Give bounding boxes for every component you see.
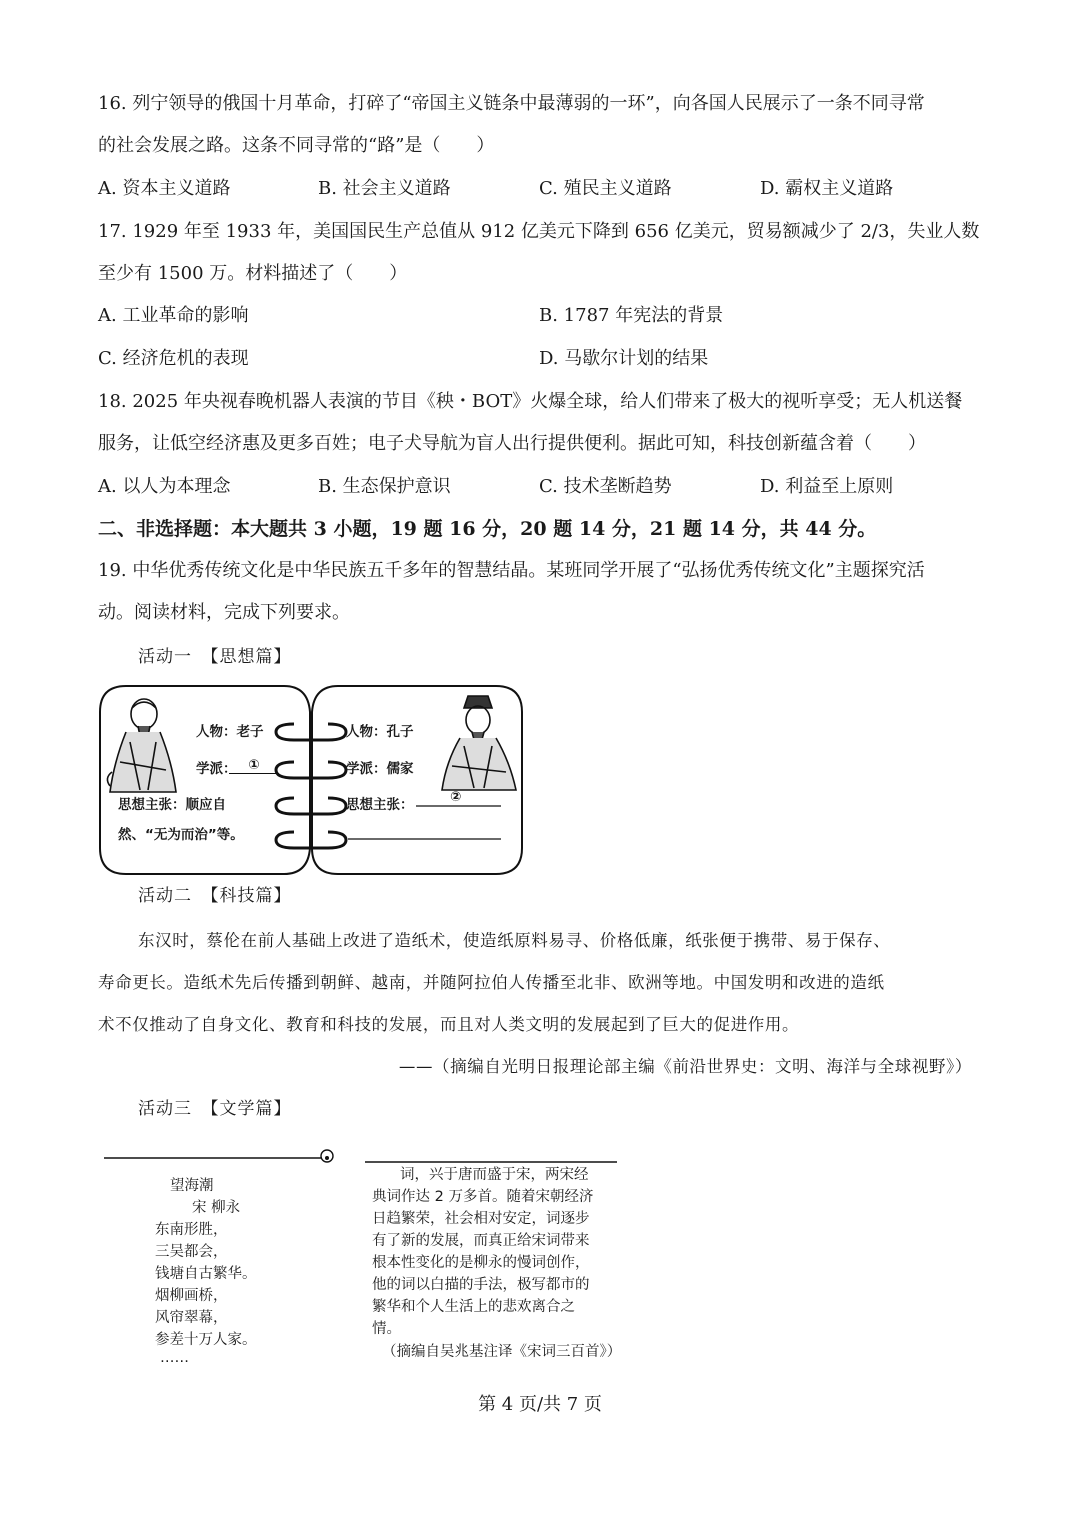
q16-option-b[interactable]: B. 社会主义道路	[318, 178, 451, 199]
confucius-person: 人物：孔子	[346, 724, 414, 740]
q17-stem-line1: 17. 1929 年至 1933 年，美国国民生产总值从 912 亿美元下降到 656 亿美元，贸易额减少了 2/3，失业人数	[98, 221, 980, 242]
note-line: 有了新的发展，而真正给宋词带来	[372, 1233, 590, 1249]
poem-line: 三吴都会，	[155, 1244, 228, 1260]
activity3-label: 活动三 【文学篇】	[138, 1099, 292, 1119]
section-heading: 二、非选择题：本大题共 3 小题，19 题 16 分，20 题 14 分，21 题 14 分，共 44 分。	[98, 518, 877, 540]
q19-stem-line1: 19. 中华优秀传统文化是中华民族五千多年的智慧结晶。某班同学开展了“弘扬优秀传统文化”主题探究活	[98, 560, 925, 581]
q16-stem-line2: 的社会发展之路。这条不同寻常的“路”是（ ）	[98, 135, 495, 156]
q16-option-c[interactable]: C. 殖民主义道路	[539, 178, 672, 199]
activity2-paragraph-line1: 东汉时，蔡伦在前人基础上改进了造纸术，使造纸原料易寻、价格低廉，纸张便于携带、易于保存、	[138, 931, 891, 950]
poem-ellipsis: ……	[160, 1350, 189, 1366]
poem-line: 钱塘自古繁华。	[155, 1266, 257, 1282]
q18-stem-line1: 18. 2025 年央视春晚机器人表演的节目《秧・BOT》火爆全球，给人们带来了极大的视听享受；无人机送餐	[98, 391, 963, 412]
blank-2[interactable]: ②	[450, 789, 462, 805]
activity1-label: 活动一 【思想篇】	[138, 647, 292, 667]
confucius-school: 学派：儒家	[346, 761, 414, 777]
activity2-paragraph-line2: 寿命更长。造纸术先后传播到朝鲜、越南，并随阿拉伯人传播至北非、欧洲等地。中国发明和改进的造纸	[98, 973, 885, 992]
activity2-label: 活动二 【科技篇】	[138, 886, 292, 906]
confucius-thought-label: 思想主张：	[346, 797, 414, 813]
note-source: （摘编自吴兆基注译《宋词三百首》）	[382, 1344, 622, 1360]
note-line: 词，兴于唐而盛于宋，两宋经	[400, 1167, 589, 1183]
blank-1[interactable]: ①	[229, 757, 279, 774]
activity2-paragraph-line3: 术不仅推动了自身文化、教育和科技的发展，而且对人类文明的发展起到了巨大的促进作用。	[98, 1015, 800, 1034]
activity2-source: ——（摘编自光明日报理论部主编《前沿世界史：文明、海洋与全球视野》）	[398, 1057, 972, 1076]
q17-option-c[interactable]: C. 经济危机的表现	[98, 348, 249, 369]
note-line: 典词作达 2 万多首。随着宋朝经济	[372, 1189, 594, 1205]
q18-option-c[interactable]: C. 技术垄断趋势	[539, 476, 672, 497]
laozi-school-label: 学派：	[196, 761, 237, 777]
open-book-figure	[96, 682, 526, 878]
q19-stem-line2: 动。阅读材料，完成下列要求。	[98, 602, 350, 623]
laozi-person: 人物：老子	[196, 724, 264, 740]
poem-line: 东南形胜，	[155, 1222, 228, 1238]
note-line: 日趋繁荣，社会相对安定，词逐步	[372, 1211, 590, 1227]
q17-option-b[interactable]: B. 1787 年宪法的背景	[539, 305, 724, 326]
q16-option-d[interactable]: D. 霸权主义道路	[760, 178, 894, 199]
poem-author: 宋 柳永	[192, 1200, 241, 1216]
laozi-thought-line2: 然、“无为而治”等。	[118, 827, 244, 843]
q16-stem-line1: 16. 列宁领导的俄国十月革命，打碎了“帝国主义链条中最薄弱的一环”，向各国人民展示了一条不同寻常	[98, 93, 925, 114]
q17-option-a[interactable]: A. 工业革命的影响	[98, 305, 249, 326]
laozi-thought-line1: 思想主张：顺应自	[118, 797, 226, 813]
poem-line: 风帘翠幕，	[155, 1310, 228, 1326]
q16-option-a[interactable]: A. 资本主义道路	[98, 178, 231, 199]
note-line: 根本性变化的是柳永的慢词创作，	[372, 1255, 590, 1271]
q18-stem-line2: 服务，让低空经济惠及更多百姓；电子犬导航为盲人出行提供便利。据此可知，科技创新蕴含着（ ）	[98, 433, 926, 454]
note-line: 他的词以白描的手法，极写都市的	[372, 1277, 590, 1293]
page-number: 第 4 页/共 7 页	[478, 1394, 602, 1415]
poem-line: 烟柳画桥，	[155, 1288, 228, 1304]
poem-line: 参差十万人家。	[155, 1332, 257, 1348]
poem-title: 望海潮	[170, 1178, 214, 1194]
q17-option-d[interactable]: D. 马歇尔计划的结果	[539, 348, 709, 369]
note-line: 繁华和个人生活上的悲欢离合之	[372, 1299, 575, 1315]
note-line: 情。	[372, 1321, 401, 1337]
q18-option-a[interactable]: A. 以人为本理念	[98, 476, 231, 497]
q18-option-d[interactable]: D. 利益至上原则	[760, 476, 894, 497]
scroll-decoration	[104, 1148, 344, 1168]
q17-stem-line2: 至少有 1500 万。材料描述了（ ）	[98, 263, 408, 284]
q18-option-b[interactable]: B. 生态保护意识	[318, 476, 451, 497]
